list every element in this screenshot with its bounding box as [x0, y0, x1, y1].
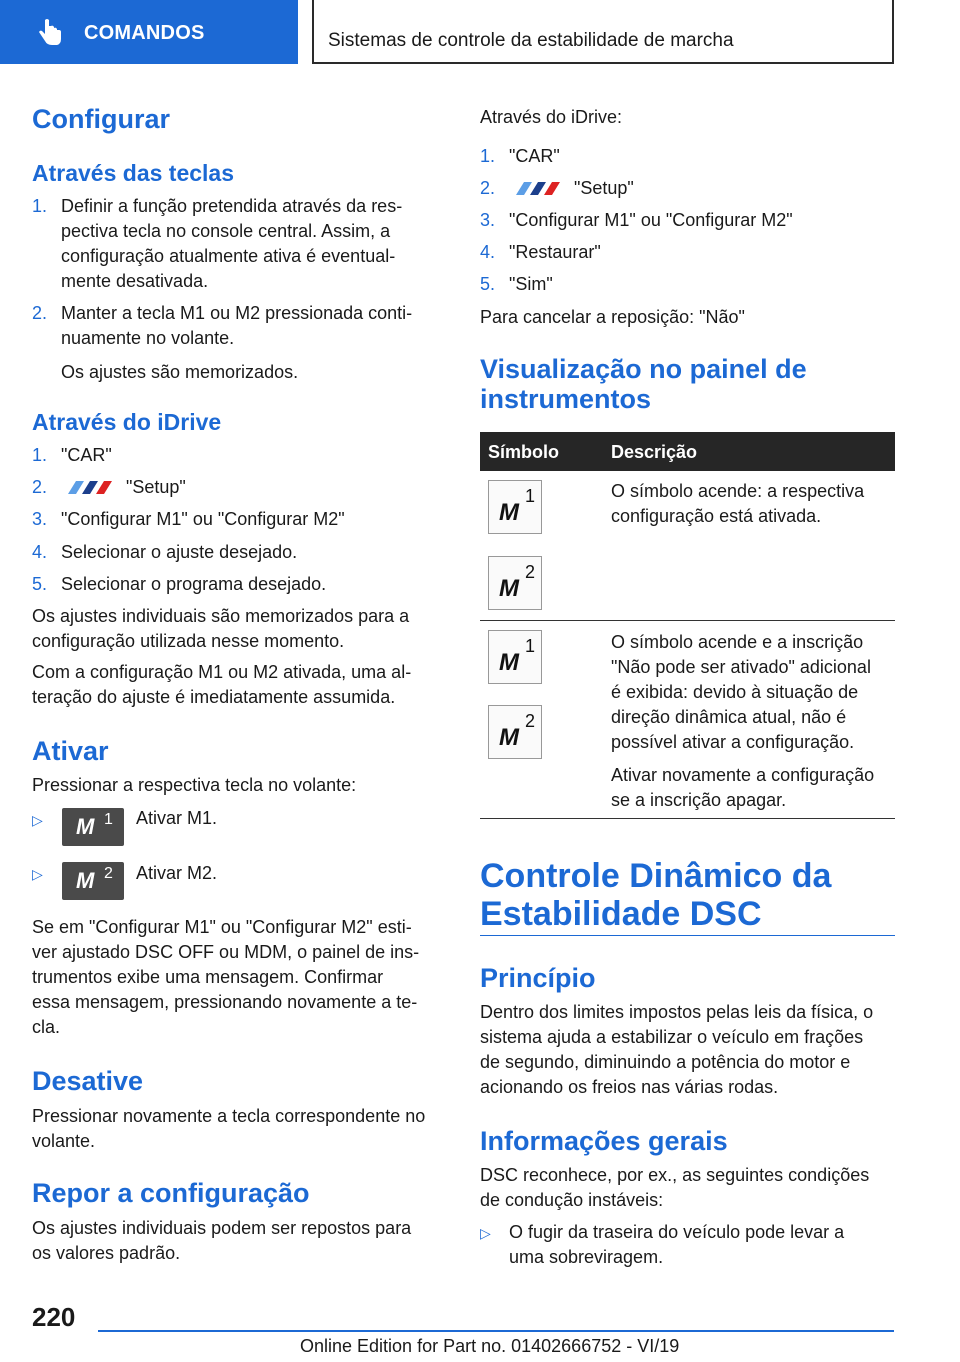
- step-number: 4.: [32, 542, 48, 562]
- step-number: 2.: [32, 477, 48, 497]
- step-number: 3.: [32, 509, 48, 529]
- step-text: "Configurar M1" ou "Configurar M2": [509, 210, 793, 230]
- page-number: 220: [32, 1302, 76, 1332]
- heading-desative: Desative: [32, 1066, 144, 1096]
- paragraph: Para cancelar a reposição: "Não": [480, 307, 745, 327]
- step-number: 1.: [32, 445, 48, 465]
- section-header: [312, 0, 894, 64]
- step-text: Selecionar o ajuste desejado.: [61, 542, 298, 562]
- heading-dsc: Controle Dinâmico da Estabilidade DSC: [480, 857, 832, 933]
- step-text: "Setup": [126, 477, 186, 497]
- heading-underline: [480, 935, 895, 936]
- bullet-triangle-icon: ▷: [32, 812, 43, 828]
- paragraph: Pressionar novamente a tecla correspondente no volante.: [32, 1106, 426, 1151]
- step-text: "Restaurar": [509, 242, 601, 262]
- step-number: 2.: [32, 303, 48, 323]
- heading-visualizacao: Visualização no painel de instrumentos: [480, 354, 807, 414]
- table-divider: [480, 818, 895, 819]
- paragraph: Se em "Configurar M1" ou "Configurar M2" esti- ver ajustado DSC OFF ou MDM, o painel de ins- trumentos exibe uma mensagem. Confirmar essa mensagem, pressionando novamente a te- cla.: [32, 917, 420, 1037]
- m2-symbol-icon: M 2: [488, 556, 542, 610]
- bullet-triangle-icon: ▷: [480, 1225, 491, 1241]
- section-header-title: Sistemas de controle da estabilidade de marcha: [328, 30, 734, 51]
- hand-pointer-icon: [36, 18, 64, 48]
- heading-ativar: Ativar: [32, 736, 109, 766]
- column-header: Símbolo: [488, 442, 559, 462]
- step-text: "Configurar M1" ou "Configurar M2": [61, 509, 345, 529]
- step-note: Os ajustes são memorizados.: [61, 362, 299, 382]
- paragraph: Com a configuração M1 ou M2 ativada, uma al- teração do ajuste é imediatamente assumida.: [32, 662, 412, 707]
- paragraph: DSC reconhece, por ex., as seguintes condições de condução instáveis:: [480, 1165, 870, 1210]
- heading-idrive: Através do iDrive: [32, 409, 222, 435]
- table-divider: [480, 620, 895, 621]
- list-item-text: Ativar M1.: [136, 808, 218, 828]
- chapter-tab[interactable]: [0, 0, 298, 64]
- step-text: Manter a tecla M1 ou M2 pressionada conti- nuamente no volante.: [61, 303, 413, 348]
- heading-principio: Princípio: [480, 963, 596, 993]
- step-number: 5.: [32, 574, 48, 594]
- column-header: Descrição: [611, 442, 698, 462]
- table-cell: Ativar novamente a configuração se a inscrição apagar.: [611, 765, 875, 810]
- heading-informacoes: Informações gerais: [480, 1126, 728, 1156]
- table-header: [480, 432, 895, 471]
- steering-button-m2-icon: M 2: [62, 862, 124, 900]
- step-text: "Sim": [509, 274, 553, 294]
- m2-symbol-icon: M 2: [488, 705, 542, 759]
- paragraph: Os ajustes individuais podem ser repostos para os valores padrão.: [32, 1218, 412, 1263]
- step-text: "CAR": [509, 146, 560, 166]
- paragraph: Os ajustes individuais são memorizados para a configuração utilizada nesse momento.: [32, 606, 410, 651]
- bullet-triangle-icon: ▷: [32, 866, 43, 882]
- step-number: 2.: [480, 178, 496, 198]
- footer-edition: Online Edition for Part no. 01402666752 - VI/19: [300, 1336, 680, 1356]
- list-item-text: O fugir da traseira do veículo pode levar a uma sobreviragem.: [509, 1222, 845, 1267]
- step-number: 1.: [480, 146, 496, 166]
- table-cell: O símbolo acende e a inscrição "Não pode ser ativado" adicional é exibida: devido à situação de direção dinâmica atual, não é possível ativar a configuração.: [611, 632, 871, 752]
- m1-symbol-icon: M 1: [488, 480, 542, 534]
- step-number: 3.: [480, 210, 496, 230]
- heading-teclas: Através das teclas: [32, 160, 235, 186]
- step-text: "CAR": [61, 445, 112, 465]
- m1-symbol-icon: M 1: [488, 630, 542, 684]
- paragraph: Através do iDrive:: [480, 107, 623, 127]
- step-text: Selecionar o programa desejado.: [61, 574, 327, 594]
- bmw-m-stripes-icon: [62, 481, 116, 494]
- paragraph: Dentro dos limites impostos pelas leis da física, o sistema ajuda a estabilizar o veículo em frações de segundo, diminuindo a potência do motor e acionando os freios nas várias rodas.: [480, 1002, 874, 1097]
- step-number: 5.: [480, 274, 496, 294]
- table-cell: O símbolo acende: a respectiva configuração está ativada.: [611, 481, 865, 526]
- step-number: 1.: [32, 196, 48, 216]
- list-item-text: Ativar M2.: [136, 863, 218, 883]
- step-text: Definir a função pretendida através da res- pectiva tecla no console central. Assim, a configuração atualmente ativa é eventual- mente desativada.: [61, 196, 403, 291]
- heading-repor: Repor a configuração: [32, 1178, 310, 1208]
- chapter-tab-label: COMANDOS: [84, 22, 205, 44]
- steering-button-m1-icon: M 1: [62, 808, 124, 846]
- bmw-m-stripes-icon: [510, 182, 564, 195]
- step-number: 4.: [480, 242, 496, 262]
- paragraph: Pressionar a respectiva tecla no volante:: [32, 775, 357, 795]
- footer-rule: [98, 1330, 894, 1332]
- heading-configurar: Configurar: [32, 104, 170, 134]
- step-text: "Setup": [574, 178, 634, 198]
